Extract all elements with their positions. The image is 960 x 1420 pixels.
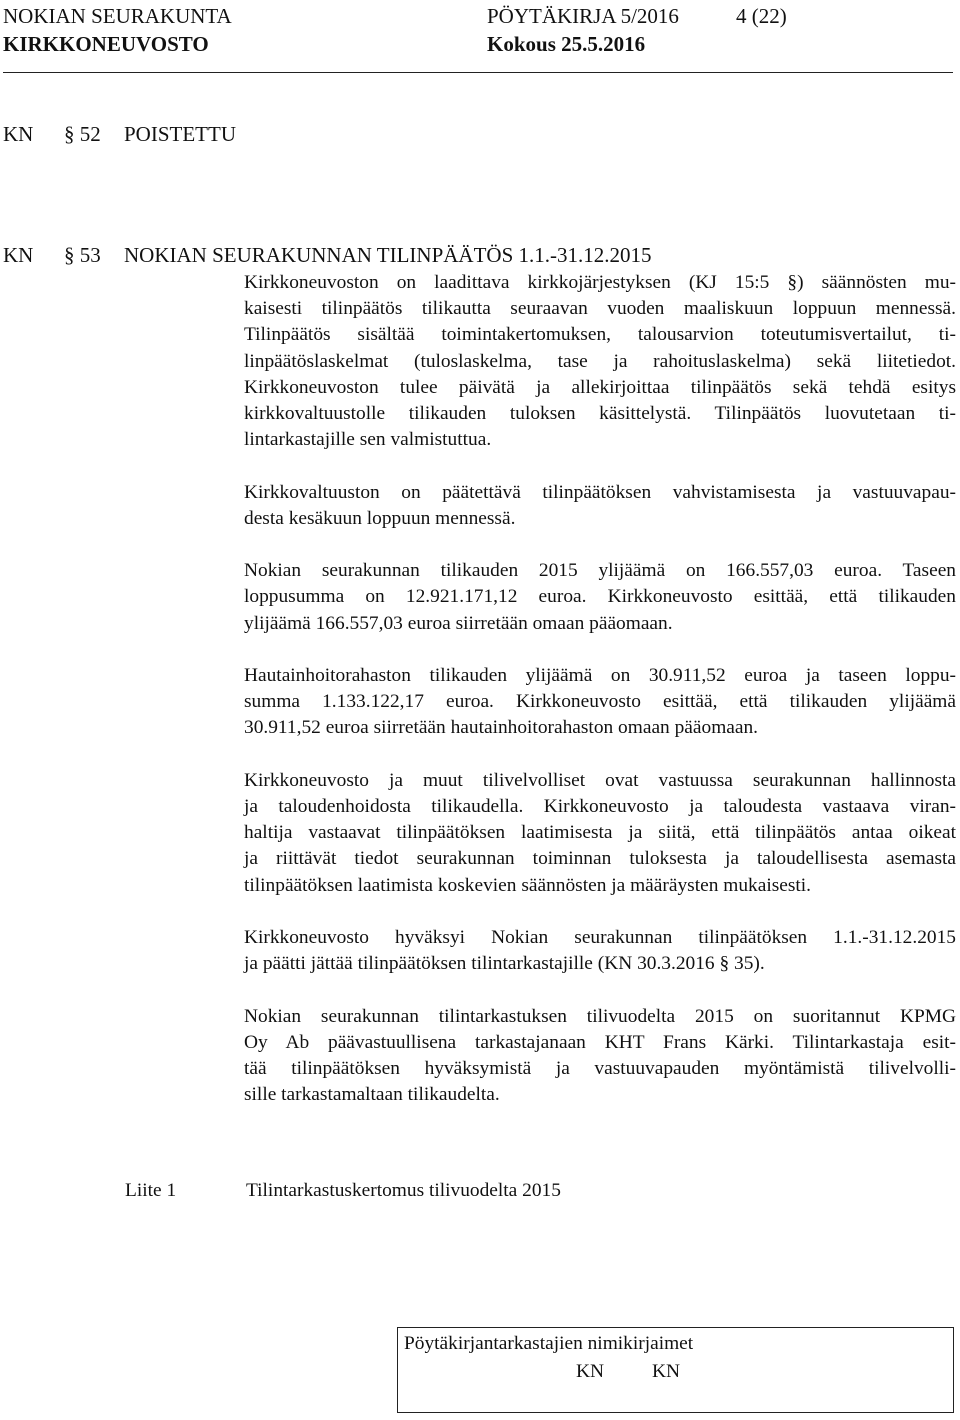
text-line: Nokian seurakunnan tilintarkastuksen tilivuodelta 2015 on suoritannut KPMG	[244, 1005, 956, 1027]
meeting-date: Kokous 25.5.2016	[487, 32, 646, 56]
section-number: § 53	[64, 243, 101, 267]
text-line: sille tarkastamaltaan tilikaudelta.	[244, 1084, 500, 1106]
section-title: NOKIAN SEURAKUNNAN TILINPÄÄTÖS 1.1.-31.12.2015	[124, 243, 652, 267]
section-body	[244, 270, 956, 1135]
signature-box-title: Pöytäkirjantarkastajien nimikirjaimet	[404, 1333, 694, 1354]
text-line: kirkkovaltuustolle tilikauden tuloksen käsittelystä. Tilinpäätös luovutetaan ti-	[244, 403, 956, 425]
paragraph-audit	[244, 1004, 956, 1109]
text-line: kaisesti tilinpäätös tilikautta seuraavan vuoden maaliskuun loppuun mennessä.	[244, 298, 956, 320]
section-number: § 52	[64, 122, 101, 146]
text-line: ja päätti jättää tilinpäätöksen tilintarkastajille (KN 30.3.2016 § 35).	[244, 953, 765, 975]
signature-box	[397, 1327, 954, 1413]
paragraph-closing-deadline	[244, 270, 956, 453]
text-line: Kirkkoneuvoston tulee päivätä ja allekirjoittaa tilinpäätös sekä tehdä esitys	[244, 376, 956, 398]
text-line: Hautainhoitorahaston tilikauden ylijäämä on 30.911,52 euroa ja taseen loppu-	[244, 665, 956, 686]
signature-initials: KN	[652, 1361, 681, 1382]
attachment-label: Liite 1	[125, 1180, 177, 1201]
text-line: Kirkkoneuvosto hyväksyi Nokian seurakunnan tilinpäätöksen 1.1.-31.12.2015	[244, 927, 956, 948]
paragraph-responsibility	[244, 768, 956, 899]
text-line: Kirkkovaltuuston on päätettävä tilinpäätöksen vahvistamisesta ja vastuuvapau-	[244, 481, 956, 503]
text-line: ylijäämä 166.557,03 euroa siirretään omaan pääomaan.	[244, 612, 673, 634]
paragraph-surplus	[244, 558, 956, 637]
paragraph-approval-history	[244, 925, 956, 977]
text-line: 30.911,52 euroa siirretään hautainhoitorahaston omaan pääomaan.	[244, 717, 759, 739]
header-divider	[3, 72, 953, 73]
signature-initials: KN	[576, 1361, 605, 1382]
paragraph-council-approval	[244, 480, 956, 532]
text-line: Kirkkoneuvosto ja muut tilivelvolliset ovat vastuussa seurakunnan hallinnosta	[244, 769, 956, 791]
text-line: loppusumma on 12.921.171,12 euroa. Kirkkoneuvosto esittää, että tilikauden	[244, 586, 956, 608]
text-line: summa 1.133.122,17 euroa. Kirkkoneuvosto esittää, että tilikauden ylijäämä	[244, 691, 956, 713]
text-line: tilinpäätöksen laatimista koskevien säännösten ja määräysten mukaisesti.	[244, 874, 812, 896]
body-name: KIRKKONEUVOSTO	[3, 32, 209, 56]
text-line: linpäätöslaskelmat (tuloslaskelma, tase ja rahoituslaskelma) sekä liitetiedot.	[244, 350, 956, 372]
page-number: 4 (22)	[736, 4, 787, 28]
section-heading-52	[3, 120, 903, 148]
section-prefix: KN	[3, 122, 34, 146]
text-line: Oy Ab päävastuullisena tarkastajanaan KHT Frans Kärki. Tilintarkastaja esit-	[244, 1031, 956, 1053]
header-row-1	[3, 2, 953, 30]
text-line: tää tilinpäätöksen hyväksymistä ja vastuuvapauden myöntämistä tilivelvolli-	[244, 1058, 956, 1079]
attachment-line	[125, 1178, 725, 1204]
text-line: ja riittävät tiedot seurakunnan toiminnan tuloksesta ja taloudellisesta asemasta	[244, 848, 956, 870]
section-prefix: KN	[3, 243, 34, 267]
org-name: NOKIAN SEURAKUNTA	[3, 4, 232, 28]
document-type: PÖYTÄKIRJA 5/2016	[487, 4, 679, 28]
paragraph-burial-fund	[244, 663, 956, 742]
text-line: haltija vastaavat tilinpäätöksen laatimisesta ja siitä, että tilinpäätös antaa oikeat	[244, 822, 956, 844]
header-row-2	[3, 30, 953, 58]
text-line: Tilinpäätös sisältää toimintakertomuksen, talousarvion toteutumisvertailut, ti-	[244, 324, 956, 346]
section-heading-53	[3, 241, 903, 269]
text-line: desta kesäkuun loppuun mennessä.	[244, 507, 516, 529]
page-header	[3, 2, 953, 58]
section-title: POISTETTU	[124, 122, 236, 146]
attachment-title: Tilintarkastuskertomus tilivuodelta 2015	[246, 1180, 561, 1201]
text-line: lintarkastajille sen valmistuttua.	[244, 429, 492, 451]
text-line: Nokian seurakunnan tilikauden 2015 ylijäämä on 166.557,03 euroa. Taseen	[244, 560, 956, 582]
text-line: ja taloudenhoidosta tilikaudella. Kirkkoneuvosto ja taloudesta vastaava viran-	[244, 796, 956, 817]
text-line: Kirkkoneuvoston on laadittava kirkkojärjestyksen (KJ 15:5 §) säännösten mu-	[244, 272, 956, 293]
